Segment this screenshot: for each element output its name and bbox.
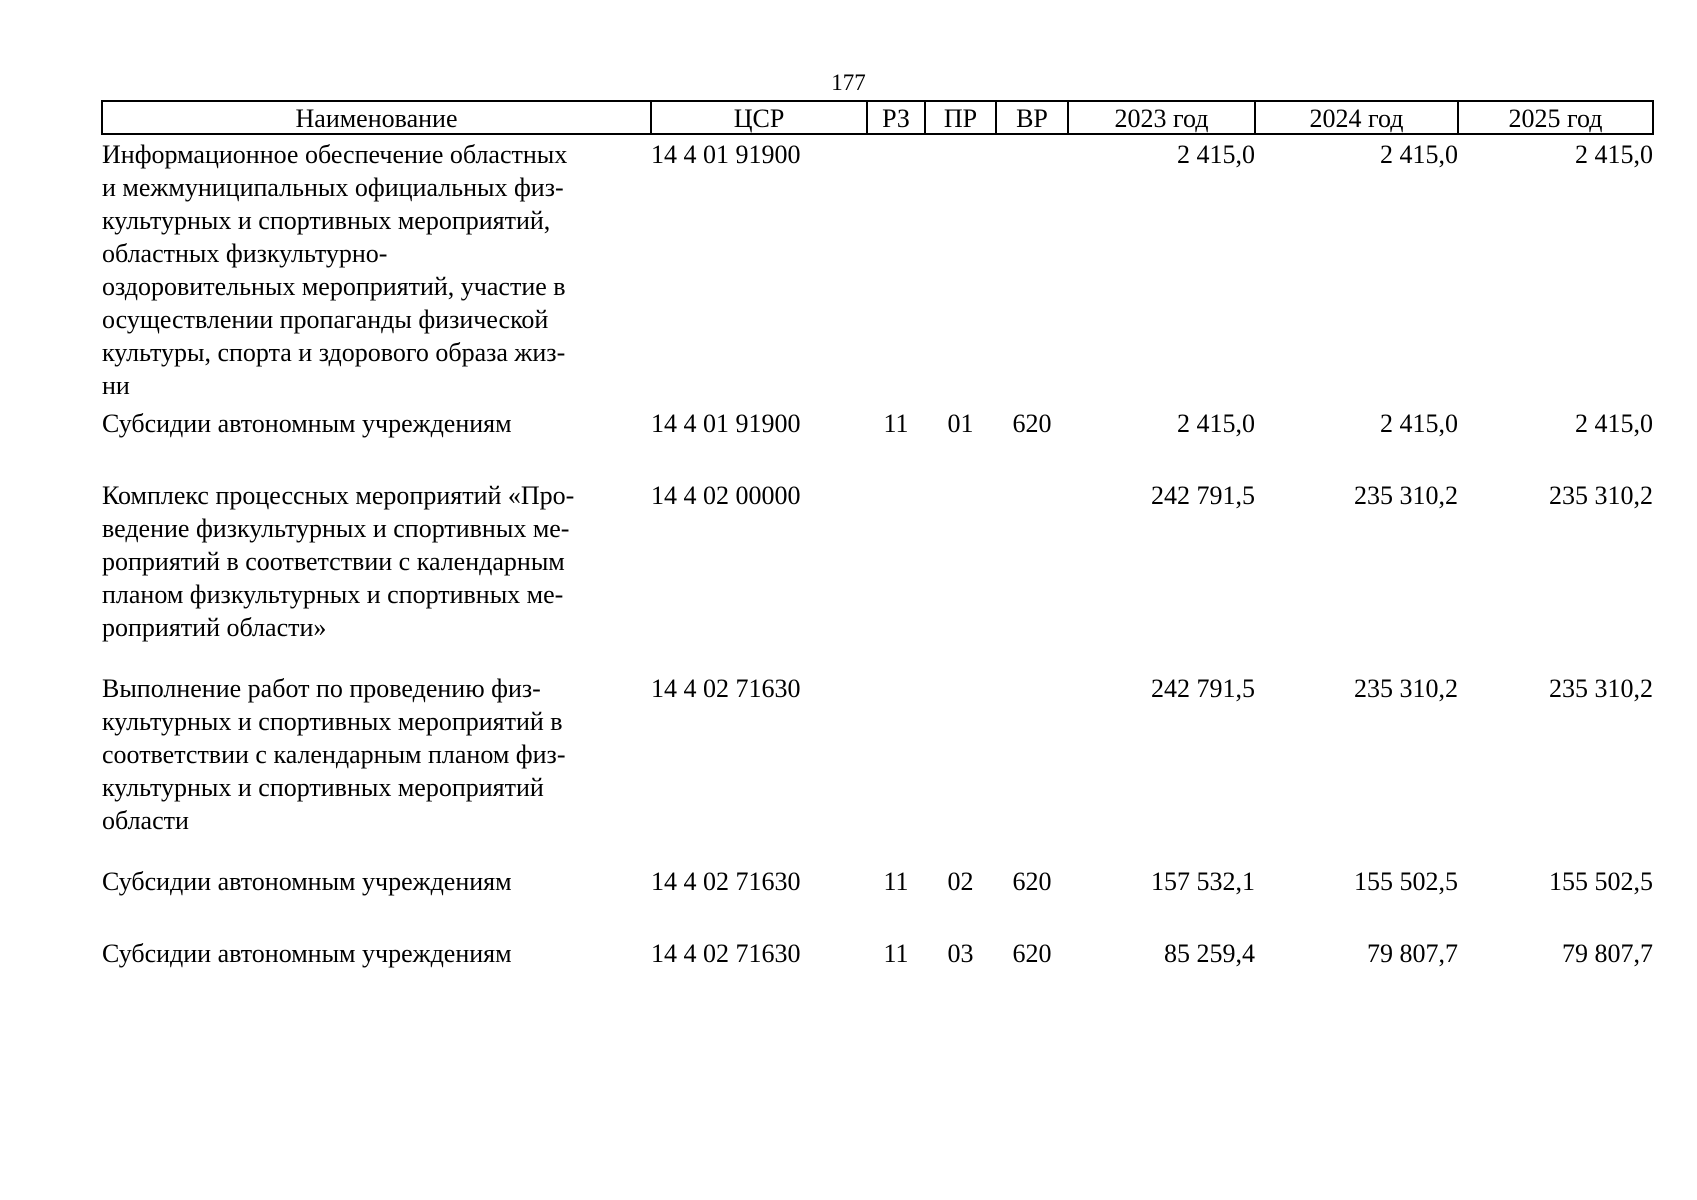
page-number: 177 xyxy=(831,70,866,95)
row-csr-cell: 14 4 02 00000 xyxy=(651,481,801,510)
row-name-line: оздоровительных мероприятий, участие в xyxy=(102,272,566,301)
row-pr-cell xyxy=(925,440,996,644)
row-vr-cell: 620 xyxy=(1012,867,1052,896)
row-2025-cell: 79 807,7 xyxy=(1562,939,1653,968)
header-rz: РЗ xyxy=(867,101,925,134)
row-pr-cell xyxy=(925,134,996,402)
header-2023: 2023 год xyxy=(1068,101,1255,134)
row-vr-cell xyxy=(996,134,1068,402)
row-csr-cell: 14 4 02 71630 xyxy=(651,674,801,703)
header-pr: ПР xyxy=(925,101,996,134)
row-name-cell xyxy=(102,644,651,837)
budget-table xyxy=(101,100,1654,970)
row-name-line: Выполнение работ по проведению физ- xyxy=(102,674,541,703)
row-2025-cell: 235 310,2 xyxy=(1549,674,1653,703)
row-pr-cell: 02 xyxy=(947,867,974,896)
row-2024-cell: 235 310,2 xyxy=(1354,674,1458,703)
row-rz-cell xyxy=(867,644,925,837)
row-csr-cell: 14 4 01 91900 xyxy=(651,409,801,438)
row-2024-cell: 155 502,5 xyxy=(1354,867,1458,896)
table-header-row xyxy=(102,101,1653,134)
row-rz-cell: 11 xyxy=(883,939,909,968)
row-name-line: осуществлении пропаганды физической xyxy=(102,305,549,334)
row-pr-cell xyxy=(925,644,996,837)
row-csr-cell: 14 4 02 71630 xyxy=(651,939,801,968)
row-name-line: культурных и спортивных мероприятий xyxy=(102,773,544,802)
row-pr-cell: 03 xyxy=(947,939,974,968)
row-vr-cell xyxy=(996,440,1068,644)
row-vr-cell: 620 xyxy=(1012,409,1052,438)
row-2025-cell: 235 310,2 xyxy=(1549,481,1653,510)
row-name-line: культуры, спорта и здорового образа жиз- xyxy=(102,338,566,367)
header-csr: ЦСР xyxy=(651,101,867,134)
row-name-line: Комплекс процессных мероприятий «Про- xyxy=(102,481,575,510)
row-name-line: планом физкультурных и спортивных ме- xyxy=(102,580,564,609)
row-2025-cell: 2 415,0 xyxy=(1575,409,1653,438)
row-rz-cell: 11 xyxy=(883,409,909,438)
row-2023-cell: 2 415,0 xyxy=(1177,140,1255,169)
row-name-line: области xyxy=(102,806,189,835)
row-vr-cell: 620 xyxy=(1012,939,1052,968)
table-row xyxy=(102,440,1653,644)
table-row xyxy=(102,644,1653,837)
row-2024-cell: 79 807,7 xyxy=(1367,939,1458,968)
row-2023-cell: 85 259,4 xyxy=(1164,939,1255,968)
row-2024-cell: 2 415,0 xyxy=(1380,409,1458,438)
row-name-line: Субсидии автономным учреждениям xyxy=(102,409,512,438)
row-name-line: культурных и спортивных мероприятий в xyxy=(102,707,563,736)
row-csr-cell: 14 4 02 71630 xyxy=(651,867,801,896)
table-row xyxy=(102,402,1653,440)
row-vr-cell xyxy=(996,644,1068,837)
row-name-cell xyxy=(102,440,651,644)
row-name-line: соответствии с календарным планом физ- xyxy=(102,740,566,769)
row-2024-cell: 235 310,2 xyxy=(1354,481,1458,510)
table-row xyxy=(102,134,1653,402)
row-2023-cell: 2 415,0 xyxy=(1177,409,1255,438)
row-2025-cell: 2 415,0 xyxy=(1575,140,1653,169)
row-name-line: Субсидии автономным учреждениям xyxy=(102,867,512,896)
row-name-line: культурных и спортивных мероприятий, xyxy=(102,206,551,235)
row-name-line: роприятий области» xyxy=(102,613,327,642)
row-2025-cell: 155 502,5 xyxy=(1549,867,1653,896)
table-row xyxy=(102,898,1653,970)
row-name-line: областных физкультурно- xyxy=(102,239,388,268)
row-name-cell xyxy=(102,134,651,402)
row-name-line: и межмуниципальных официальных физ- xyxy=(102,173,564,202)
row-rz-cell xyxy=(867,440,925,644)
row-name-line: ни xyxy=(102,371,130,400)
header-name: Наименование xyxy=(102,101,651,134)
row-name-line: роприятий в соответствии с календарным xyxy=(102,547,565,576)
row-name-cell xyxy=(102,837,651,898)
row-rz-cell: 11 xyxy=(883,867,909,896)
row-name-cell xyxy=(102,402,651,440)
header-2025: 2025 год xyxy=(1458,101,1653,134)
row-name-line: Информационное обеспечение областных xyxy=(102,140,568,169)
row-name-line: Субсидии автономным учреждениям xyxy=(102,939,512,968)
row-2023-cell: 242 791,5 xyxy=(1151,674,1255,703)
row-rz-cell xyxy=(867,134,925,402)
row-name-cell xyxy=(102,898,651,970)
row-name-line: ведение физкультурных и спортивных ме- xyxy=(102,514,570,543)
header-vr: ВР xyxy=(996,101,1068,134)
row-2023-cell: 157 532,1 xyxy=(1151,867,1255,896)
row-pr-cell: 01 xyxy=(947,409,974,438)
row-csr-cell: 14 4 01 91900 xyxy=(651,140,801,169)
table-row xyxy=(102,837,1653,898)
header-2024: 2024 год xyxy=(1255,101,1458,134)
row-2024-cell: 2 415,0 xyxy=(1380,140,1458,169)
row-2023-cell: 242 791,5 xyxy=(1151,481,1255,510)
